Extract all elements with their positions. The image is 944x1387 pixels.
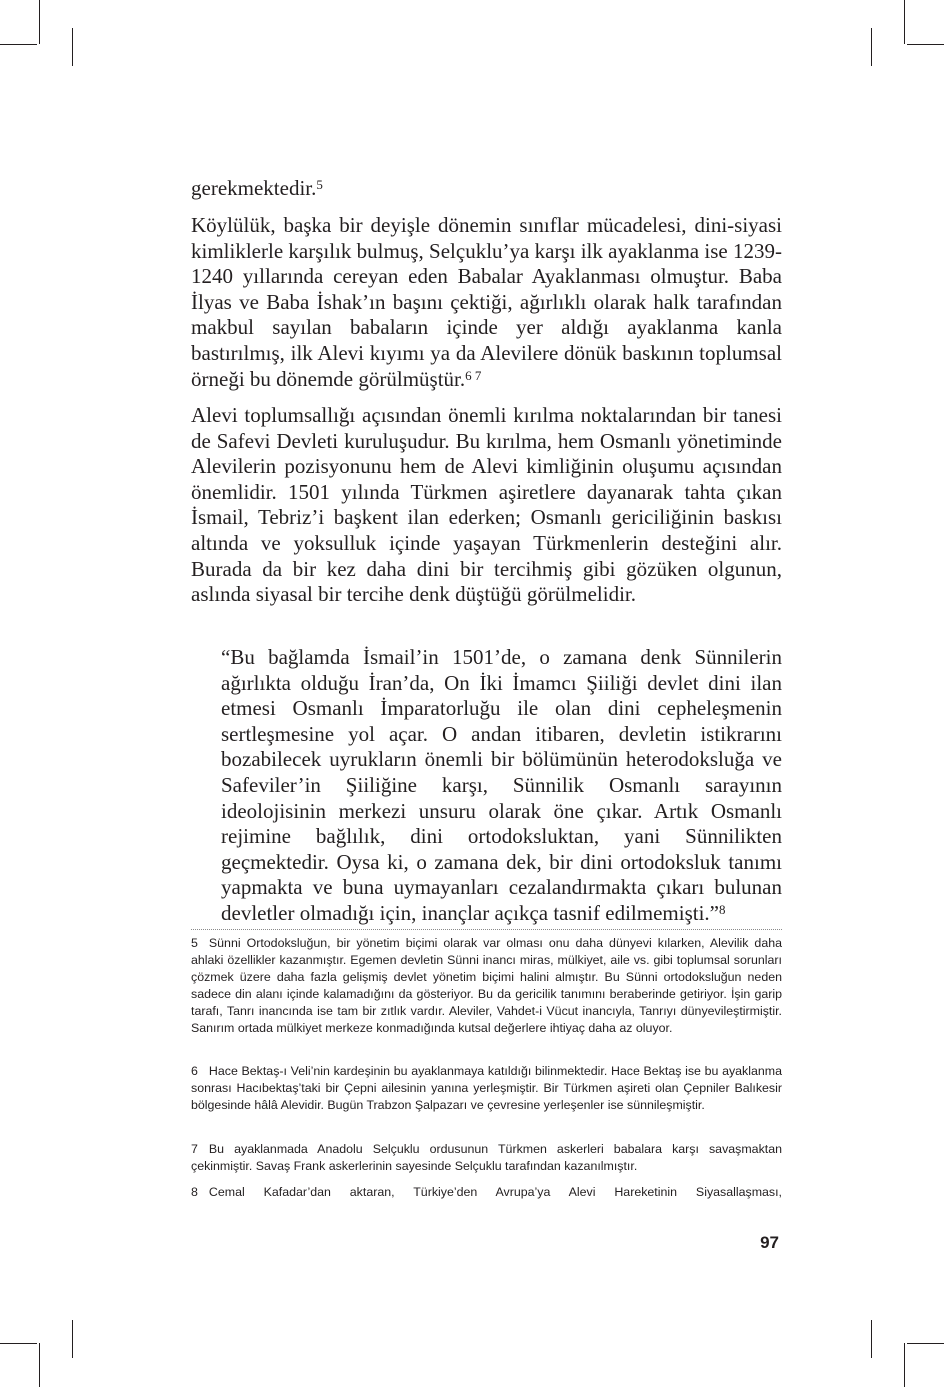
body-paragraph: Alevi toplumsallığı açısından önemli kırılma noktalarından bir tanesi de Safevi Devleti kuruluşudur. Bu kırılma, hem Osmanlı yönetiminde Alevilerin pozisyonunu hem de Alevi kimliğinin oluşumu açısından önemlidir. 1501 yılında Türkmen aşiretlere dayanarak tahta çıkan İsmail, Tebriz’i başkent ilan ederken; Osmanlı gericiliğinin baskısı altında ve yoksulluk içinde yaşayan Türkmenlerin desteğini alır. Burada da bir kez daha dini bir tercihmiş gibi gözüken olgunun, aslında siyasal bir tercihe denk düştüğü görülmelidir. (191, 403, 782, 607)
footnote (191, 1141, 782, 1175)
page-number: 97 (760, 1233, 779, 1252)
footnote-number: 6 (191, 1064, 198, 1078)
crop-mark (871, 1320, 872, 1358)
footnote-text: Cemal Kafadar’dan aktaran, Türkiye’den Avrupa’ya Alevi Hareketinin Siyasallaşması, (208, 1185, 782, 1199)
footnote (191, 1063, 782, 1114)
crop-mark (0, 1343, 37, 1344)
crop-mark (0, 44, 37, 45)
footnote-text: Hace Bektaş-ı Veli’nin kardeşinin bu ayaklanmaya katıldığı bilinmektedir. Hace Bektaş ise bu ayaklanma sonrası Hacıbektaş’taki bir Çepni ailesinin yanına yerleşmiştir. Bir Türkmen aşireti olan Çepniler Balıkesir bölgesinde hâlâ Alevidir. Bugün Trabzon Şalpazarı ve çevresine yerleşenler ise sünnileşmiştir. (191, 1064, 782, 1112)
crop-mark (39, 1343, 40, 1387)
block-quote: “Bu bağlamda İsmail’in 1501’de, o zamana denk Sünnilerin ağırlıkta olduğu İran’da, On İki İmamcı Şiiliği devlet dini ilan etmesi Osmanlı İmparatorluğu ile olan dini cepheleşmenin sertleşmesine yol açar. O andan itibaren, devletin istikrarını bozabilecek uyrukların önemli bir bölümünün heterodoksluğa ve Safeviler’in Şiiliğine karşı, Sünnilik Osmanlı sarayının ideolojisinin merkezi unsuru olarak öne çıkar. Artık Osmanlı rejimine bağlılık, dini ortodoksluktan, yani Sünnilikten geçmektedir. Oysa ki, o zamana dek, bir dini ortodoksluk tanımı yapmakta ve buna uymayanları cezalandırmakta çıkarı bulunan devletler olmadığı için, inançlar açıkça tasnif edilmemişti.”$^8$ (221, 645, 782, 925)
crop-mark (907, 1343, 944, 1344)
footnote-ref[interactable]: 8 (718, 901, 726, 917)
crop-mark (72, 1320, 73, 1358)
body-paragraph: gerekmektedir.$^5$ (191, 176, 323, 200)
footnote-number: 7 (191, 1142, 198, 1156)
crop-mark (39, 0, 40, 44)
crop-mark (907, 44, 944, 45)
body-paragraph: Köylülük, başka bir deyişle dönemin sınıflar mücadelesi, dini-siyasi kimliklerle karşılık bulmuş, Selçuklu’ya karşı ilk ayaklanma ise 1239-1240 yıllarında cereyan eden Babalar Ayaklanması olmuştur. Baba İlyas ve Baba İshak’ın başını çektiği, ağırlıklı olarak halk tarafından makbul sayılan babaların içinde yer aldığı ayaklanma kanla bastırılmış, ilk Alevi kıyımı ya da Alevilere dönük baskının toplumsal örneği bu dönemde görülmüştür.$^{6 7}$ (191, 213, 782, 391)
crop-mark (904, 1343, 905, 1387)
footnote-text: Bu ayaklanmada Anadolu Selçuklu ordusunun Türkmen askerleri babalara karşı savaşmaktan çekinmiştir. Savaş Frank askerlerinin sayesinde Selçuklu tarafından kazanılmıştır. (191, 1142, 782, 1173)
footnote-number: 5 (191, 936, 198, 950)
footnote-ref[interactable]: 6 7 (465, 367, 482, 383)
footnote (191, 935, 782, 1037)
crop-mark (871, 28, 872, 66)
footnote-number: 8 (191, 1185, 198, 1199)
footnote-ref[interactable]: 5 (316, 177, 323, 192)
footnote-text: Sünni Ortodoksluğun, bir yönetim biçimi olarak var olması onu daha dünyevi kılarken, Alevilik daha ahlaki özellikler kazanmıştır. Egemen devletin Sünni inancı miras, mülkiyet, aile vs. gibi toplumsal sorunları çözmek üzere daha fazla gelişmiş devlet yönetim biçimi halini almıştır. Bu Sünni ortodoksluğun neden sadece din alanı içinde kalamadığını da gösteriyor. Bu da gericilik tanımını beraberinde getiriyor. İşin garip tarafı, Tanrı inancında ise tam bir zıtlık vardır. Aleviler, Vahdet-i Vücut inancıyla, Tanrıyı dünyevileştirmiştir. Sanırım ortada mülkiyet merkeze konmadığında kutsal değerlere ihtiyaç daha az oluyor. (191, 936, 782, 1035)
crop-mark (72, 28, 73, 66)
footnote (191, 1184, 782, 1201)
footnote-divider (191, 929, 782, 930)
crop-mark (904, 0, 905, 44)
